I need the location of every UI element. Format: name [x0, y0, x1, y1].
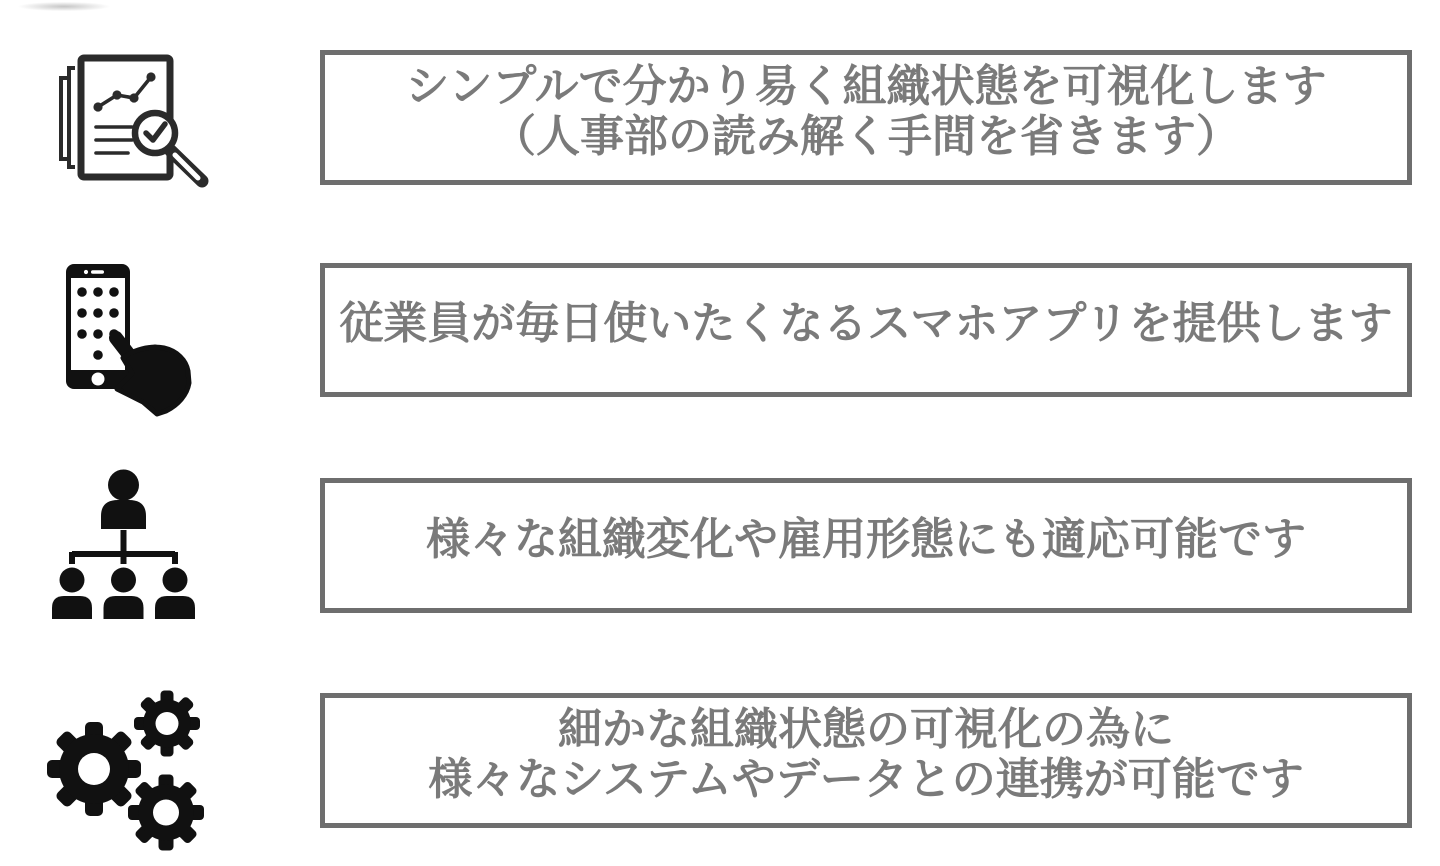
- org-chart-icon: [48, 466, 203, 621]
- feature-text: （人事部の読み解く手間を省きます）: [492, 111, 1240, 161]
- feature-box-adaptable: [320, 478, 1412, 613]
- feature-text: シンプルで分かり易く組織状態を可視化します: [405, 61, 1327, 111]
- feature-text: 細かな組織状態の可視化の為に: [558, 704, 1174, 754]
- report-magnifier-check-icon: [56, 48, 214, 196]
- feature-box-app: [320, 263, 1412, 397]
- gears-icon: [45, 688, 205, 858]
- smartphone-touch-icon: [60, 255, 198, 417]
- feature-text: 従業員が毎日使いたくなるスマホアプリを提供します: [339, 299, 1393, 348]
- feature-text: 様々なシステムやデータとの連携が可能です: [428, 754, 1304, 804]
- feature-text: 様々な組織変化や雇用形態にも適応可能です: [426, 514, 1306, 564]
- feature-box-visualize: [320, 50, 1412, 185]
- feature-box-integration: [320, 693, 1412, 828]
- report-icon-shadow: [0, 0, 128, 13]
